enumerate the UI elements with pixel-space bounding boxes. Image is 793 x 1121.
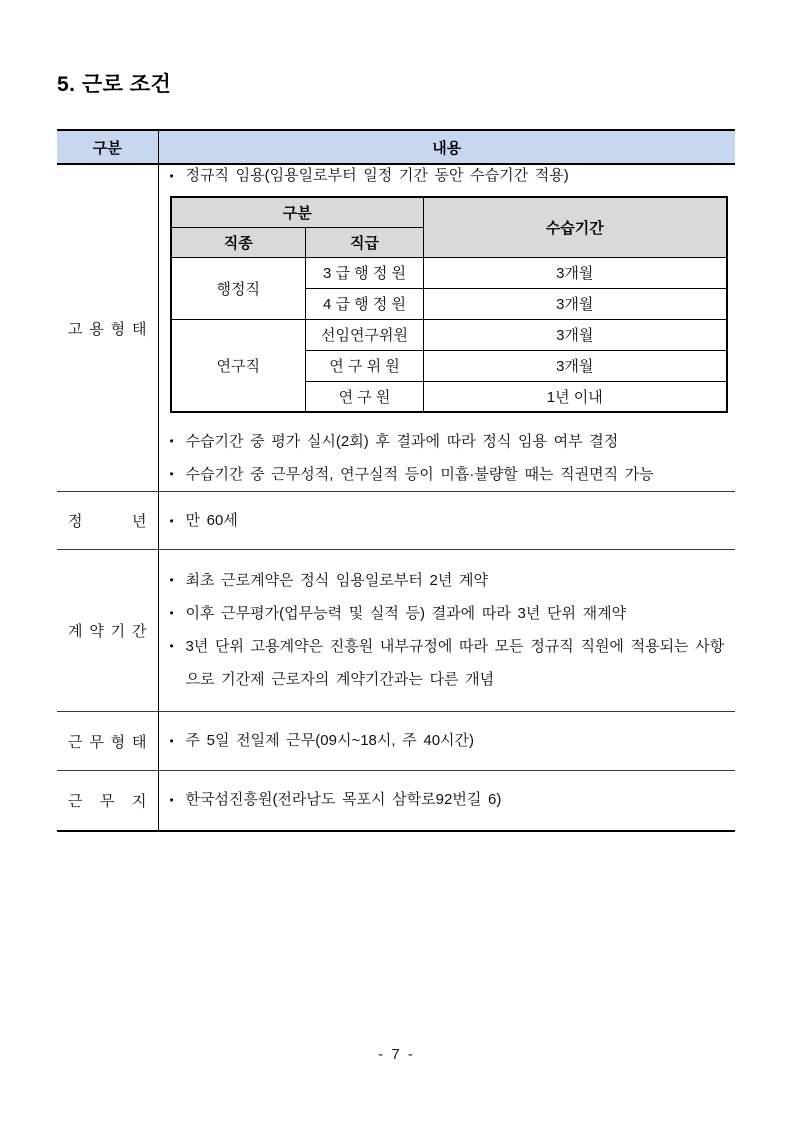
bullet-icon: • (169, 169, 174, 183)
period-cell: 3개월 (424, 319, 727, 350)
jobtype-research: 연구직 (171, 319, 306, 412)
header-content: 내용 (158, 130, 735, 164)
work-place-text: 한국섬진흥원(전라남도 목포시 삼학로92번길 6) (185, 791, 502, 809)
work-place-content (158, 771, 735, 831)
page-number: - 7 - (378, 1046, 415, 1063)
bullet-icon: • (169, 639, 174, 653)
work-type-content (158, 712, 735, 771)
employment-bullet-text: 수습기간 중 근무성적, 연구실적 등이 미흡·불량할 때는 직권면직 가능 (185, 466, 654, 483)
row-contract-period (57, 550, 735, 712)
grade-cell: 4 급 행 정 원 (306, 288, 424, 319)
employment-intro-bullet (170, 165, 726, 187)
work-place-label: 근 무 지 (57, 771, 158, 831)
retirement-age-label: 정 년 (57, 492, 158, 550)
employment-extra-bullets (170, 425, 726, 491)
table-row (171, 257, 727, 288)
probation-period-table (170, 196, 728, 413)
period-cell: 1년 이내 (424, 381, 727, 412)
bullet-icon: • (169, 467, 174, 481)
grade-cell: 3 급 행 정 원 (306, 257, 424, 288)
contract-bullet-text: 이후 근무평가(업무능력 및 실적 등) 결과에 따라 3년 단위 재계약 (185, 605, 627, 622)
employment-bullet (170, 425, 726, 458)
employment-bullet-text: 수습기간 중 평가 실시(2회) 후 결과에 따라 정식 임용 여부 결정 (185, 433, 619, 450)
working-conditions-table (57, 129, 735, 832)
employment-intro-text: 정규직 임용(임용일로부터 일정 기간 동안 수습기간 적용) (185, 167, 569, 184)
table-row (171, 319, 727, 350)
grade-cell: 선임연구위원 (306, 319, 424, 350)
bullet-icon: • (169, 606, 174, 620)
bullet-icon: • (169, 434, 174, 448)
inner-header-grade: 직급 (306, 227, 424, 257)
work-type-text: 주 5일 전일제 근무(09시~18시, 주 40시간) (185, 732, 475, 749)
period-cell: 3개월 (424, 350, 727, 381)
contract-bullet (170, 630, 726, 696)
contract-bullet-text: 3년 단위 고용계약은 진흥원 내부규정에 따라 모든 정규직 직원에 적용되는 사항으로 기간제 근로자의 계약기간과는 다른 개념 (185, 638, 725, 688)
bullet-icon: • (169, 573, 174, 587)
inner-header-period: 수습기간 (424, 197, 727, 257)
header-category: 구분 (57, 130, 158, 164)
retirement-age-content (158, 492, 735, 550)
retirement-age-text: 만 60세 (185, 511, 238, 529)
contract-bullet-text: 최초 근로계약은 정식 임용일로부터 2년 계약 (185, 572, 489, 589)
contract-bullet (170, 564, 726, 597)
row-work-place (57, 771, 735, 831)
inner-header-jobtype: 직종 (171, 227, 306, 257)
period-cell: 3개월 (424, 257, 727, 288)
bullet-icon: • (169, 734, 174, 748)
grade-cell: 연 구 원 (306, 381, 424, 412)
employment-bullet (170, 458, 726, 491)
table-header-row (57, 130, 735, 164)
employment-type-label: 고 용 형 태 (57, 164, 158, 492)
row-retirement-age (57, 492, 735, 550)
inner-header-group: 구분 (171, 197, 424, 227)
employment-type-content (158, 164, 735, 492)
contract-period-content (158, 550, 735, 712)
grade-cell: 연 구 위 원 (306, 350, 424, 381)
row-work-type (57, 712, 735, 771)
period-cell: 3개월 (424, 288, 727, 319)
bullet-icon: • (169, 793, 174, 808)
contract-bullet (170, 597, 726, 630)
page-title: 5. 근로 조건 (57, 73, 172, 96)
contract-period-label: 계 약 기 간 (57, 550, 158, 712)
work-type-label: 근 무 형 태 (57, 712, 158, 771)
bullet-icon: • (169, 513, 174, 528)
jobtype-admin: 행정직 (171, 257, 306, 319)
row-employment-type (57, 164, 735, 492)
